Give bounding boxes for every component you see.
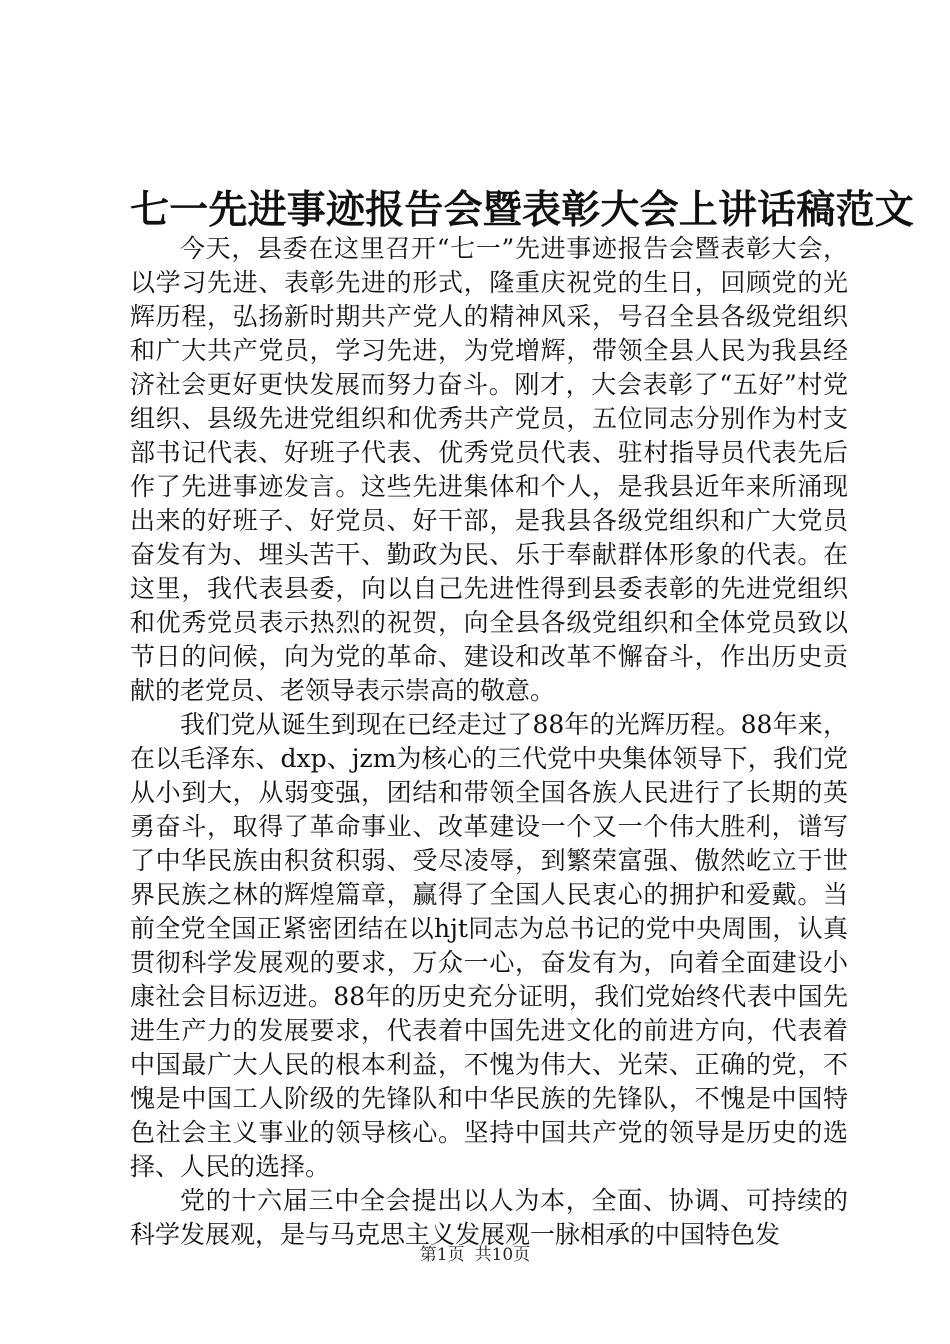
page-footer xyxy=(0,1244,950,1266)
paragraph-2: 我们党从诞生到现在已经走过了88年的光辉历程。88年来，在以毛泽东、dxp、jzm为核心的三代党中央集体领导下，我们党从小到大，从弱变强，团结和带领全国各族人民进行了长期的英勇奋斗，取得了革命事业、改革建设一个又一个伟大胜利，谱写了中华民族由积贫积弱、受尽凌辱，到繁荣富强、傲然屹立于世界民族之林的辉煌篇章，赢得了全国人民衷心的拥护和爱戴。当前全党全国正紧密团结在以hjt同志为总书记的党中央周围，认真贯彻科学发展观的要求，万众一心，奋发有为，向着全面建设小康社会目标迈进。88年的历史充分证明，我们党始终代表中国先进生产力的发展要求，代表着中国先进文化的前进方向，代表着中国最广大人民的根本利益，不愧为伟大、光荣、正确的党，不愧是中国工人阶级的先锋队和中华民族的先锋队，不愧是中国特色社会主义事业的领导核心。坚持中国共产党的领导是历史的选择、人民的选择。 xyxy=(130,710,848,1181)
paragraph-1: 今天，县委在这里召开“七一”先进事迹报告会暨表彰大会，以学习先进、表彰先进的形式，隆重庆祝党的生日，回顾党的光辉历程，弘扬新时期共产党人的精神风采，号召全县各级党组织和广大共产党员，学习先进，为党增辉，带领全县人民为我县经济社会更好更快发展而努力奋斗。刚才，大会表彰了“五好”村党组织、县级先进党组织和优秀共产党员，五位同志分别作为村支部书记代表、好班子代表、优秀党员代表、驻村指导员代表先后作了先进事迹发言。这些先进集体和个人，是我县近年来所涌现出来的好班子、好党员、好干部，是我县各级党组织和广大党员奋发有为、埋头苦干、勤政为民、乐于奉献群体形象的代表。在这里，我代表县委，向以自己先进性得到县委表彰的先进党组织和优秀党员表示热烈的祝贺，向全县各级党组织和全体党员致以节日的问候，向为党的革命、建设和改革不懈奋斗，作出历史贡献的老党员、老领导表示崇高的敬意。 xyxy=(130,234,848,705)
document-title: 七一先进事迹报告会暨表彰大会上讲话稿范文 xyxy=(130,187,915,233)
paragraph-3: 党的十六届三中全会提出以人为本，全面、协调、可持续的科学发展观，是与马克思主义发展观一脉相承的中国特色发 xyxy=(130,1186,848,1249)
document-body xyxy=(130,232,848,1252)
page-total: 共10页 xyxy=(474,1245,531,1265)
page-number: 第1页 xyxy=(419,1245,465,1265)
